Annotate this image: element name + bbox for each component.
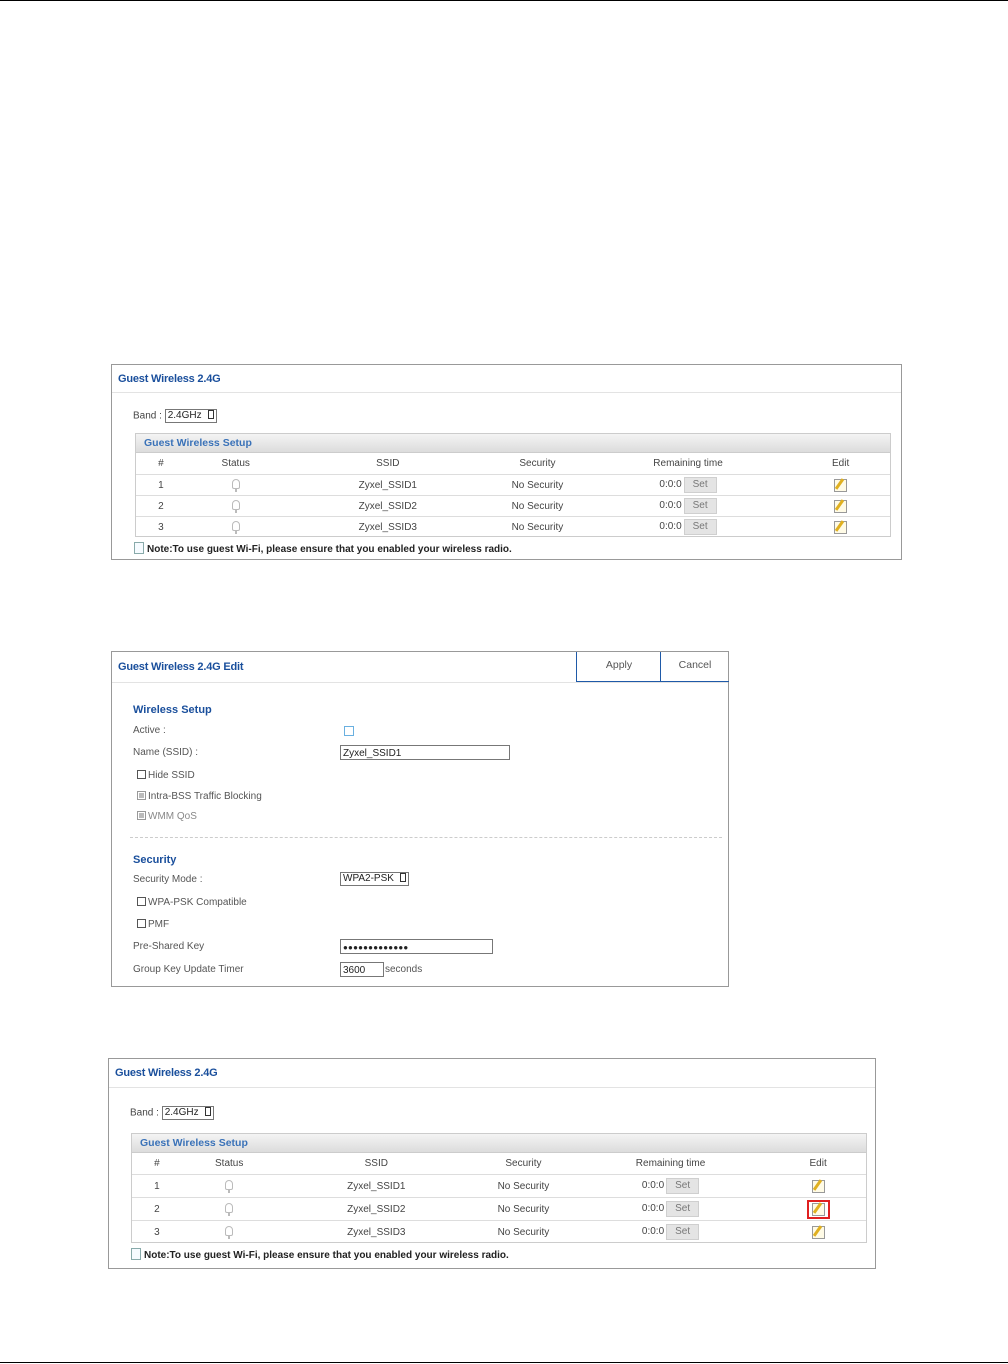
row-num: 3 [158,521,164,533]
remaining-time-cell [571,1198,770,1221]
pre-shared-key-input[interactable] [340,939,493,954]
band-field [133,409,217,423]
row-num: 1 [136,475,186,496]
ssid-cell: Zyxel_SSID2 [286,496,490,517]
table-row [136,517,890,538]
guest-wireless-edit-panel [111,651,729,987]
note-document-icon [134,542,144,554]
edit-cell [770,1198,866,1221]
table-header-row [132,1153,866,1175]
security-cell: No Security [490,496,585,517]
remaining-time-cell [571,1175,770,1198]
page-top-rule [0,0,1008,1]
status-cell [182,1198,277,1221]
pmf-checkbox[interactable] [137,919,146,928]
remaining-time-cell [571,1221,770,1244]
intra-bss-label: Intra-BSS Traffic Blocking [148,791,262,802]
chevron-down-icon [208,410,214,419]
wireless-setup-heading: Wireless Setup [133,704,212,716]
setup-header: Guest Wireless Setup [132,1134,866,1153]
status-cell [186,475,286,496]
pre-shared-key-label: Pre-Shared Key [133,941,205,952]
col-header-edit: Edit [791,453,890,475]
group-key-update-timer-input[interactable]: 3600 [340,962,384,977]
col-header-status: Status [186,453,286,475]
wpa-psk-compatible-label: WPA-PSK Compatible [148,897,247,908]
panel-title: Guest Wireless 2.4G Edit [118,661,244,673]
chevron-down-icon [400,873,406,882]
seconds-unit: seconds [385,964,423,975]
status-cell [182,1221,277,1244]
edit-icon[interactable] [834,500,847,513]
guest-wireless-panel-1 [111,364,902,560]
table-row [136,475,890,496]
ssid-table [136,453,890,537]
guest-wireless-setup-table [131,1133,867,1243]
ssid-table [132,1153,866,1243]
edit-icon[interactable] [834,521,847,534]
bulb-icon [225,1180,233,1190]
group-key-update-timer-label: Group Key Update Timer [133,964,244,975]
note [131,1248,509,1261]
set-button[interactable]: Set [666,1178,699,1194]
col-header-security: Security [476,1153,571,1175]
row-num: 1 [132,1175,182,1198]
col-header-ssid: SSID [286,453,490,475]
wmm-qos-option [137,811,197,822]
wmm-qos-label: WMM QoS [148,811,197,822]
security-cell: No Security [511,521,564,533]
guest-wireless-setup-table [135,433,891,537]
band-label: Band : [130,1107,159,1119]
security-heading: Security [133,854,177,866]
wpa-psk-compatible-checkbox[interactable] [137,897,146,906]
edit-cell [791,475,890,496]
col-header-ssid: SSID [277,1153,476,1175]
wpa-psk-compatible-option [137,897,247,908]
guest-wireless-panel-2 [108,1058,876,1269]
band-select-value: 2.4GHz [164,1107,199,1118]
bulb-icon [232,521,240,531]
band-select-value: 2.4GHz [167,410,202,421]
cancel-button[interactable]: Cancel [660,652,729,682]
active-label: Active : [133,725,166,736]
row-num: 2 [136,496,186,517]
edit-cell [770,1175,866,1198]
note-text: Note:To use guest Wi-Fi, please ensure that you enabled your wireless radio. [144,1250,509,1261]
col-header-status: Status [182,1153,277,1175]
security-mode-label: Security Mode : [133,874,203,885]
section-divider [130,837,722,838]
band-select[interactable] [162,1106,214,1120]
hide-ssid-checkbox[interactable] [137,770,146,779]
set-button[interactable]: Set [666,1224,699,1240]
remaining-time-value: 0:0:0 [659,500,682,511]
band-field [130,1106,214,1120]
set-button[interactable]: Set [666,1201,699,1217]
table-header-row [136,453,890,475]
security-mode-value: WPA2-PSK [343,873,394,884]
remaining-time-value: 0:0:0 [659,479,682,490]
table-row [132,1221,866,1244]
edit-icon[interactable] [812,1226,825,1239]
intra-bss-option [137,791,262,802]
hide-ssid-option [137,770,195,781]
note [134,542,512,555]
col-header-remaining-time: Remaining time [585,453,791,475]
hide-ssid-label: Hide SSID [148,770,195,781]
pmf-label: PMF [148,919,170,930]
panel-title: Guest Wireless 2.4G [115,1067,218,1079]
row-num: 2 [132,1198,182,1221]
edit-icon[interactable] [834,479,847,492]
setup-header: Guest Wireless Setup [136,434,890,453]
title-divider [112,392,901,393]
remaining-time-cell [585,496,791,517]
edit-cell [770,1221,866,1244]
security-cell: No Security [497,1226,550,1238]
table-row [132,1175,866,1198]
ssid-name-input[interactable]: Zyxel_SSID1 [340,745,510,760]
bulb-icon [225,1203,233,1213]
page-bottom-rule [0,1362,1008,1363]
set-button[interactable]: Set [684,477,717,493]
remaining-time-value: 0:0:0 [641,1203,665,1214]
remaining-time-value: 0:0:0 [641,1180,665,1191]
edit-cell [791,517,890,538]
bulb-icon [232,500,240,510]
col-header-security: Security [490,453,585,475]
pre-shared-key-value: ●●●●●●●●●●●●● [343,943,409,952]
bulb-icon [232,479,240,489]
title-divider [109,1087,875,1088]
col-header-num: # [136,453,186,475]
remaining-time-cell [585,517,791,538]
edit-highlight-box [807,1200,830,1219]
edit-icon[interactable] [812,1180,825,1193]
ssid-cell: Zyxel_SSID1 [277,1175,476,1198]
ssid-cell: Zyxel_SSID3 [347,1226,406,1238]
apply-button[interactable]: Apply [576,652,661,682]
note-document-icon [131,1248,141,1260]
ssid-cell: Zyxel_SSID3 [358,521,417,533]
name-ssid-label: Name (SSID) : [133,747,199,758]
ssid-cell: Zyxel_SSID1 [286,475,490,496]
security-cell: No Security [490,475,585,496]
security-cell: No Security [476,1198,571,1221]
wmm-qos-checkbox [137,811,146,820]
col-header-remaining-time: Remaining time [571,1153,770,1175]
remaining-time-cell [585,475,791,496]
ssid-cell: Zyxel_SSID2 [277,1198,476,1221]
security-cell: No Security [476,1175,571,1198]
status-cell [182,1175,277,1198]
note-text: Note:To use guest Wi-Fi, please ensure that you enabled your wireless radio. [147,544,512,555]
status-cell [186,496,286,517]
status-cell [186,517,286,538]
table-row [132,1198,866,1221]
bulb-icon [225,1226,233,1236]
chevron-down-icon [205,1107,211,1116]
band-select[interactable] [165,409,217,423]
table-row [136,496,890,517]
title-divider [112,682,728,683]
pmf-option [137,919,169,930]
active-checkbox[interactable] [344,726,354,736]
remaining-time-value: 0:0:0 [659,521,682,532]
band-label: Band : [133,410,162,422]
security-mode-select[interactable] [340,872,409,886]
set-button[interactable]: Set [684,519,717,535]
edit-cell [791,496,890,517]
remaining-time-value: 0:0:0 [641,1226,665,1237]
col-header-edit: Edit [770,1153,866,1175]
panel-title: Guest Wireless 2.4G [118,373,221,385]
intra-bss-checkbox[interactable] [137,791,146,800]
set-button[interactable]: Set [684,498,717,514]
row-num: 3 [154,1226,160,1238]
col-header-num: # [132,1153,182,1175]
edit-icon[interactable] [812,1203,825,1216]
